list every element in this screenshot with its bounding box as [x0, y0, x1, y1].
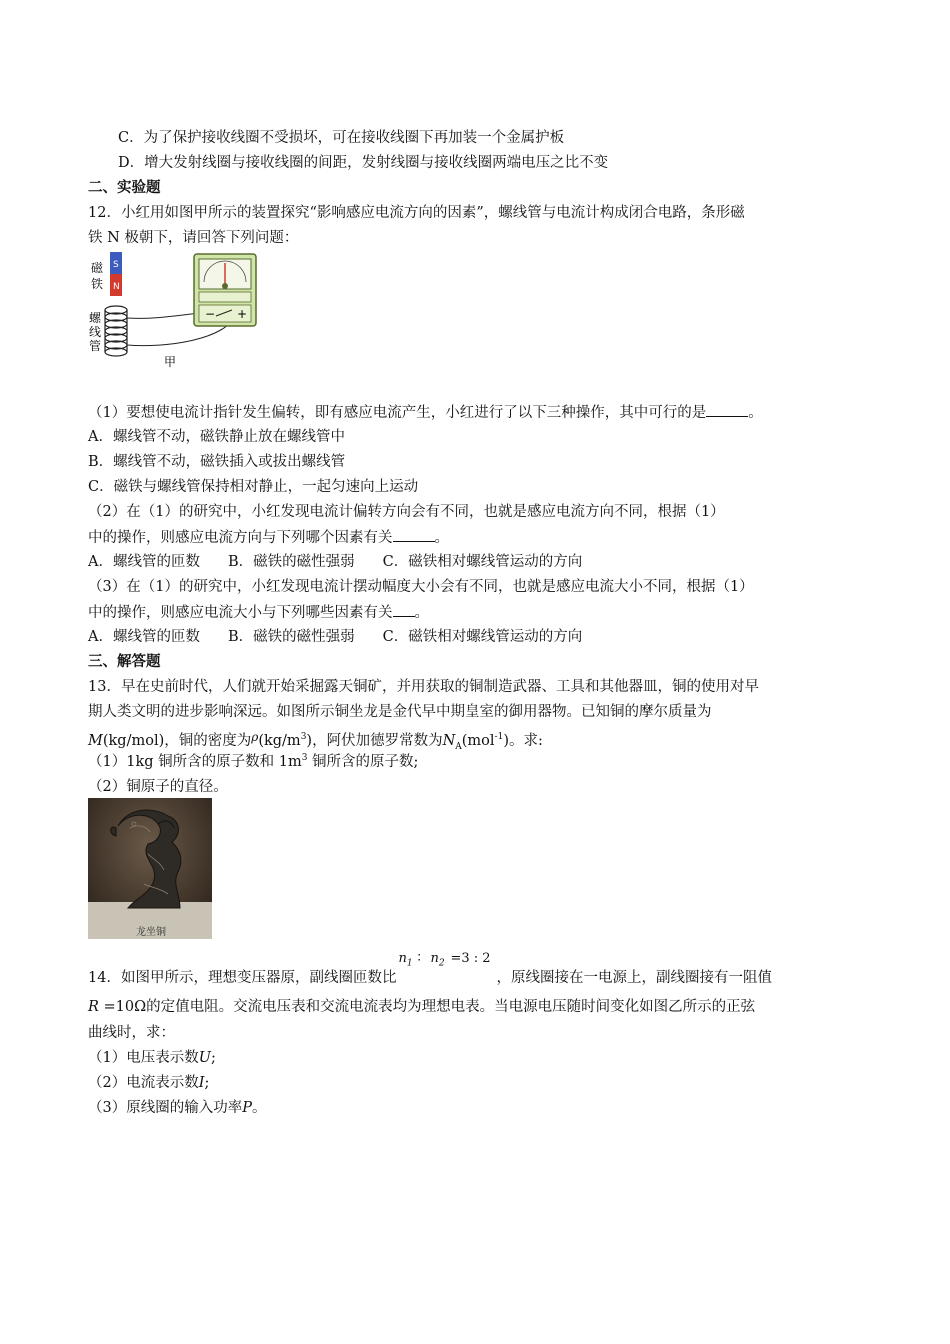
answer-blank-2[interactable]: [393, 527, 435, 542]
q14-line1-b: ，原线圈接在一电源上，副线圈接有一阻值: [496, 970, 772, 986]
q12-stem-line2: 铁 N 极朝下，请回答下列问题：: [88, 230, 299, 246]
q13-part2: （2）铜原子的直径。: [88, 779, 228, 795]
q14-line2: [88, 997, 755, 1017]
coil-label-char2: 线: [89, 325, 102, 339]
bronze-dragon-photo: [88, 798, 212, 939]
pole-n-label: N: [113, 282, 120, 292]
q14-part2-end: ;: [204, 1075, 210, 1091]
q13-line3-b: (kg/m: [258, 733, 301, 749]
q13-line2: 期人类文明的进步影响深远。如图所示铜坐龙是金代早中期皇室的御用器物。已知铜的摩尔质量为: [88, 704, 712, 720]
q13-line3-c: )，阿伏加德罗常数为: [306, 733, 443, 749]
var-rho: ρ: [251, 730, 259, 744]
coil-label-char3: 管: [89, 339, 102, 353]
q12-part2-option-a: A．螺线管的匝数: [88, 554, 200, 570]
var-N: N: [442, 733, 456, 749]
coil-label-char1: 螺: [89, 311, 102, 325]
q14-line1: [88, 951, 772, 988]
var-R: R: [88, 999, 99, 1015]
q13-line3-d: (mol: [461, 733, 495, 749]
answer-blank-1[interactable]: [706, 402, 748, 417]
q13-part1: [88, 752, 418, 772]
q14-part1-text: （1）电压表示数: [88, 1050, 199, 1066]
resistance-value: =10Ω: [98, 999, 147, 1015]
q12-part2-line1: （2）在（1）的研究中，小红发现电流计偏转方向会有不同，也就是感应电流方向不同，根据（1）: [88, 504, 725, 520]
q12-part2-options: [88, 552, 582, 572]
q14-line1-a: 14．如图甲所示，理想变压器原，副线圈匝数比: [88, 970, 397, 986]
photo-caption: 龙坐铜: [136, 927, 166, 938]
turns-ratio: [396, 951, 496, 982]
q12-stem-line1: 12．小红用如图甲所示的装置探究“影响感应电流方向的因素”，螺线管与电流计构成闭合电路，条形磁: [88, 205, 745, 221]
q13-line3-e: )。求:: [503, 733, 543, 749]
ratio-n1: $n_1$: [398, 951, 413, 969]
figure-jia-svg: [86, 248, 266, 373]
q13-part1-sup: 3: [301, 753, 308, 764]
figure-jia: [86, 248, 266, 373]
q13-part1-a: （1）1kg 铜所含的原子数和 1m: [88, 754, 302, 770]
var-U: U: [198, 1050, 211, 1066]
sub-A: A: [455, 741, 462, 752]
q12-part3-option-b: B．磁铁的磁性强弱: [227, 629, 355, 645]
ratio-n2: $n_2$: [430, 951, 445, 969]
q12-part1: [88, 402, 763, 423]
q13-line3: [88, 727, 543, 751]
ratio-value: =3 : 2: [450, 951, 491, 966]
q12-part3-line1: （3）在（1）的研究中，小红发现电流计摆动幅度大小会有不同，也就是感应电流大小不同，根据（1）: [88, 579, 754, 595]
q12-part3-line2: [88, 602, 429, 623]
galvanometer: [194, 254, 256, 326]
var-I: I: [198, 1075, 205, 1091]
q12-part1-text: （1）要想使电流计指针发生偏转，即有感应电流产生，小红进行了以下三种操作，其中可行的是: [88, 405, 707, 421]
terminal-minus: −: [205, 307, 216, 321]
var-M: M: [88, 733, 103, 749]
q13-line3-a: (kg/mol)，铜的密度为: [102, 733, 252, 749]
q12-part1-option-a: A．螺线管不动，磁铁静止放在螺线管中: [88, 429, 345, 445]
q12-part2-option-c: C．磁铁相对螺线管运动的方向: [382, 554, 583, 570]
q14-part1-end: ;: [210, 1050, 216, 1066]
terminal-plus: +: [237, 307, 248, 321]
q12-part2-text: 中的操作，则感应电流方向与下列哪个因素有关: [88, 530, 393, 546]
pole-s-label: S: [113, 260, 119, 270]
ratio-colon: ∶: [417, 951, 421, 966]
q14-part2-text: （2）电流表示数: [88, 1075, 199, 1091]
var-P: P: [242, 1100, 252, 1116]
q14-part3-text: （3）原线圈的输入功率: [88, 1100, 243, 1116]
q11-option-d: D．增大发射线圈与接收线圈的间距，发射线圈与接收线圈两端电压之比不变: [118, 155, 609, 171]
q13-part1-b: 铜所含的原子数;: [307, 754, 419, 770]
q14-part3: [88, 1098, 267, 1118]
section-title-solution: 三、解答题: [88, 653, 161, 670]
answer-blank-3[interactable]: [393, 602, 415, 617]
figure-caption-jia: 甲: [164, 355, 177, 369]
section-title-experiment: 二、实验题: [88, 179, 161, 196]
q12-part3-options: [88, 627, 582, 647]
q13-line1: 13．早在史前时代，人们就开始采掘露天铜矿，并用获取的铜制造武器、工具和其他器皿，铜的使用对早: [88, 679, 759, 695]
q12-part3-text: 中的操作，则感应电流大小与下列哪些因素有关: [88, 605, 393, 621]
q12-part2-line2: [88, 527, 449, 548]
q11-option-c: C．为了保护接收线圈不受损坏，可在接收线圈下再加装一个金属护板: [118, 130, 565, 146]
magnet-label-char2: 铁: [91, 277, 104, 291]
q12-part3-end: 。: [414, 605, 429, 621]
magnet-label-char1: 磁: [91, 261, 104, 275]
bronze-dragon-svg: [88, 798, 212, 939]
q12-part3-option-a: A．螺线管的匝数: [88, 629, 200, 645]
sup-minus1: -1: [494, 732, 504, 743]
q12-part2-end: 。: [434, 530, 449, 546]
q12-part3-option-c: C．磁铁相对螺线管运动的方向: [382, 629, 583, 645]
q14-part3-end: 。: [252, 1100, 267, 1116]
q12-part1-option-c: C．磁铁与螺线管保持相对静止，一起匀速向上运动: [88, 479, 419, 495]
q12-part2-option-b: B．磁铁的磁性强弱: [227, 554, 355, 570]
q12-part1-end: 。: [748, 405, 763, 421]
sup-3: 3: [300, 732, 307, 743]
q14-line3: 曲线时，求：: [88, 1025, 175, 1041]
q14-part1: [88, 1048, 216, 1068]
q14-part2: [88, 1073, 209, 1093]
q12-part1-option-b: B．螺线管不动，磁铁插入或拔出螺线管: [88, 454, 346, 470]
solenoid-coil: [105, 306, 127, 356]
q14-line2-b: 的定值电阻。交流电压表和交流电流表均为理想电表。当电源电压随时间变化如图乙所示的正弦: [146, 999, 756, 1015]
